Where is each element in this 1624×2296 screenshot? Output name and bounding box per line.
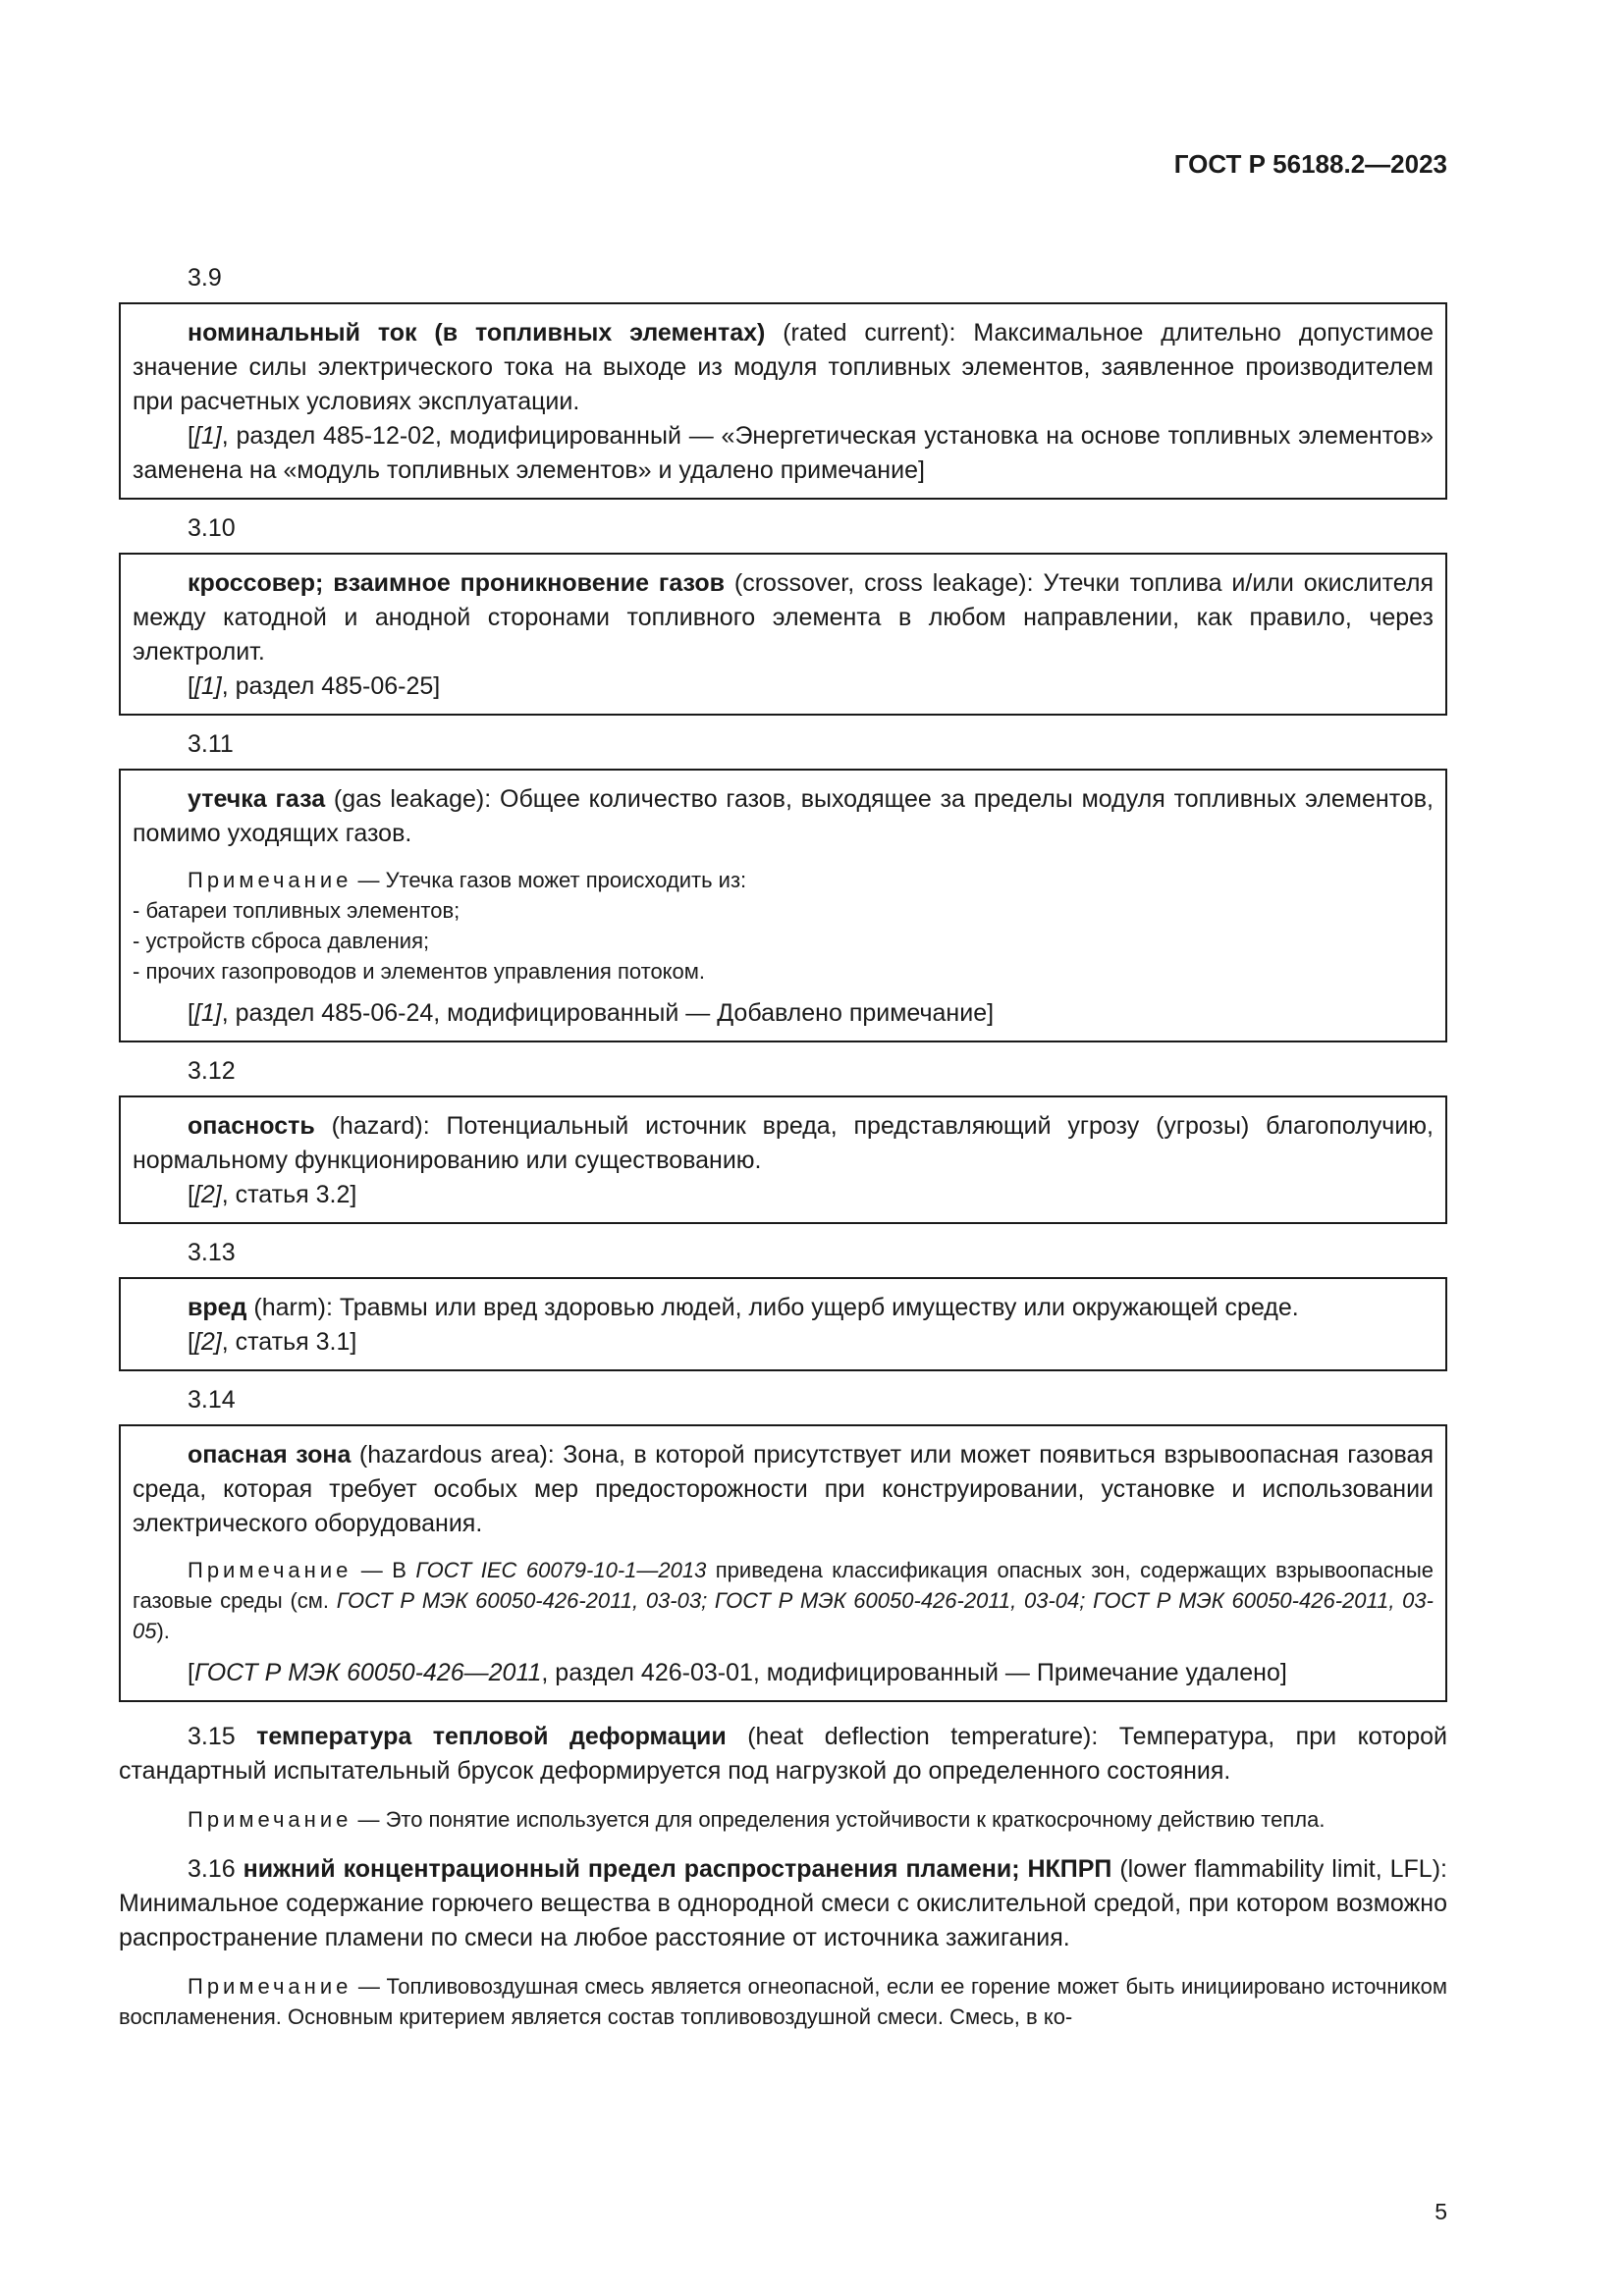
term-box-3-11 bbox=[119, 769, 1447, 1042]
entry-3-15 bbox=[119, 1720, 1447, 1835]
source-reference: [[1], раздел 485-12-02, модифицированный — «Энергетическая установка на основе топливных элементов» заменена на «модуль топливных элементов» и удалено примечание] bbox=[133, 422, 1434, 484]
definition bbox=[133, 316, 1434, 419]
entry-number: 3.13 bbox=[188, 1239, 236, 1266]
reference-link[interactable]: [1] bbox=[193, 672, 222, 700]
source-text: , раздел 485-12-02, модифицированный — «Энергетическая установка на основе топливных элементов» заменена на «модуль топливных элементов» и удалено примечание] bbox=[133, 422, 1434, 484]
note-label: Примечание bbox=[188, 1558, 352, 1582]
note-list bbox=[133, 895, 1434, 987]
reference-link[interactable]: [1] bbox=[193, 422, 222, 450]
definition-text: (heat deflection temperature): Температура, при которой стандартный испытательный брусок деформируется под нагрузкой до определенного состояния. bbox=[119, 1723, 1447, 1785]
reference-link[interactable]: [1] bbox=[193, 999, 222, 1027]
term: утечка газа bbox=[188, 785, 326, 813]
term: опасность bbox=[188, 1112, 315, 1140]
bracket: [ bbox=[188, 1659, 194, 1686]
note-label: Примечание bbox=[188, 1974, 352, 1999]
term-box-3-12 bbox=[119, 1095, 1447, 1224]
note-text: — Это понятие используется для определения устойчивости к краткосрочному действию тепла. bbox=[352, 1807, 1326, 1832]
entry-number: 3.9 bbox=[188, 264, 222, 292]
entry-number: 3.15 bbox=[188, 1723, 236, 1750]
note-label: Примечание bbox=[188, 1807, 352, 1832]
entry-3-16 bbox=[119, 1852, 1447, 2032]
term-box-3-10 bbox=[119, 553, 1447, 716]
definition-text: (hazard): Потенциальный источник вреда, представляющий угрозу (угрозы) благополучию, нормальному функционированию или существованию. bbox=[133, 1112, 1434, 1174]
reference-link[interactable]: [2] bbox=[193, 1328, 222, 1356]
term-box-3-9 bbox=[119, 302, 1447, 500]
definition-text: (harm): Травмы или вред здоровью людей, либо ущерб имуществу или окружающей среде. bbox=[246, 1294, 1299, 1321]
source-reference bbox=[133, 1656, 1434, 1690]
definition bbox=[119, 1720, 1447, 1789]
definition bbox=[133, 1291, 1434, 1325]
note bbox=[133, 865, 1434, 895]
list-item: - прочих газопроводов и элементов управления потоком. bbox=[133, 959, 706, 984]
entry-number: 3.11 bbox=[188, 730, 234, 758]
note-text: — В bbox=[352, 1558, 416, 1582]
entry-number: 3.14 bbox=[188, 1386, 236, 1414]
definition-text: (rated current): Максимальное длительно допустимое значение силы электрического тока на выходе из модуля топливных элементов, заявленное производителем при расчетных условиях эксплуатации. bbox=[133, 319, 1435, 415]
page-content bbox=[119, 263, 1447, 2032]
reference-link[interactable]: [2] bbox=[193, 1181, 222, 1208]
source-reference: [[2], статья 3.1] bbox=[188, 1328, 357, 1356]
definition bbox=[119, 1852, 1447, 1955]
list-item: - батареи топливных элементов; bbox=[133, 898, 460, 923]
term-box-3-14 bbox=[119, 1424, 1447, 1702]
source-text: , статья 3.1] bbox=[221, 1328, 357, 1356]
source-text: , раздел 485-06-25] bbox=[221, 672, 441, 700]
source-text: , статья 3.2] bbox=[221, 1181, 357, 1208]
definition bbox=[133, 1438, 1434, 1541]
note-text: приведена классификация опасных зон, содержащих взрывоопасные газовые среды (см. bbox=[133, 1558, 1434, 1613]
definition bbox=[133, 782, 1434, 851]
document-header: ГОСТ Р 56188.2—2023 bbox=[1173, 149, 1447, 179]
definition-text: (gas leakage): Общее количество газов, выходящее за пределы модуля топливных элементов, помимо уходящих газов. bbox=[133, 785, 1435, 847]
note-text: — Топливовоздушная смесь является огнеопасной, если ее горение может быть инициировано источником воспламенения. Основным критерием является состав топливовоздушной смеси. Смесь, в ко- bbox=[119, 1974, 1447, 2029]
entry-number: 3.16 bbox=[188, 1855, 236, 1883]
source-reference: [[1], раздел 485-06-24, модифицированный — Добавлено примечание] bbox=[188, 999, 995, 1027]
definition-text: (lower flammability limit, LFL): Минимальное содержание горючего вещества в однородной смеси с окислительной средой, при котором возможно распространение пламени по смеси на любое расстояние от источника зажигания. bbox=[119, 1855, 1447, 1951]
term: опасная зона bbox=[188, 1441, 352, 1468]
note bbox=[119, 1804, 1447, 1835]
term: нижний концентрационный предел распространения пламени; НКПРП bbox=[243, 1855, 1112, 1883]
definition-text: (hazardous area): Зона, в которой присутствует или может появиться взрывоопасная газовая среда, которая требует особых мер предосторожности при конструировании, установке и использовании электрического оборудования. bbox=[133, 1441, 1434, 1537]
term-box-3-13 bbox=[119, 1277, 1447, 1371]
standard-reference: ГОСТ IEC 60079-10-1—2013 bbox=[415, 1558, 707, 1582]
list-item: - устройств сброса давления; bbox=[133, 929, 430, 953]
definition bbox=[133, 1109, 1434, 1178]
term: температура тепловой деформации bbox=[256, 1723, 727, 1750]
note bbox=[133, 1555, 1434, 1646]
source-reference: [[2], статья 3.2] bbox=[188, 1181, 357, 1208]
source-text: , раздел 485-06-24, модифицированный — Добавлено примечание] bbox=[221, 999, 995, 1027]
entry-number: 3.12 bbox=[188, 1057, 236, 1085]
standard-reference: ГОСТ Р МЭК 60050-426—2011 bbox=[193, 1659, 542, 1686]
standard-reference: ГОСТ Р МЭК 60050-426-2011, 03-03; ГОСТ Р МЭК 60050-426-2011, 03-04; ГОСТ Р МЭК 60050-426-2011, 03-05 bbox=[133, 1588, 1434, 1643]
term: кроссовер; взаимное проникновение газов bbox=[188, 569, 725, 597]
note bbox=[119, 1971, 1447, 2032]
entry-number: 3.10 bbox=[188, 514, 236, 542]
source-text: , раздел 426-03-01, модифицированный — Примечание удалено] bbox=[541, 1659, 1287, 1686]
note-label: Примечание bbox=[188, 868, 352, 892]
definition-text: (crossover, cross leakage): Утечки топлива и/или окислителя между катодной и анодной сторонами топливного элемента в любом направлении, как правило, через электролит. bbox=[133, 569, 1434, 666]
term: номинальный ток (в топливных элементах) bbox=[188, 319, 766, 347]
definition bbox=[133, 566, 1434, 669]
note-text: ). bbox=[156, 1619, 170, 1643]
note-text: — Утечка газов может происходить из: bbox=[352, 868, 747, 892]
source-reference: [[1], раздел 485-06-25] bbox=[188, 672, 441, 700]
term: вред bbox=[188, 1294, 247, 1321]
page-number: 5 bbox=[1435, 2199, 1447, 2224]
